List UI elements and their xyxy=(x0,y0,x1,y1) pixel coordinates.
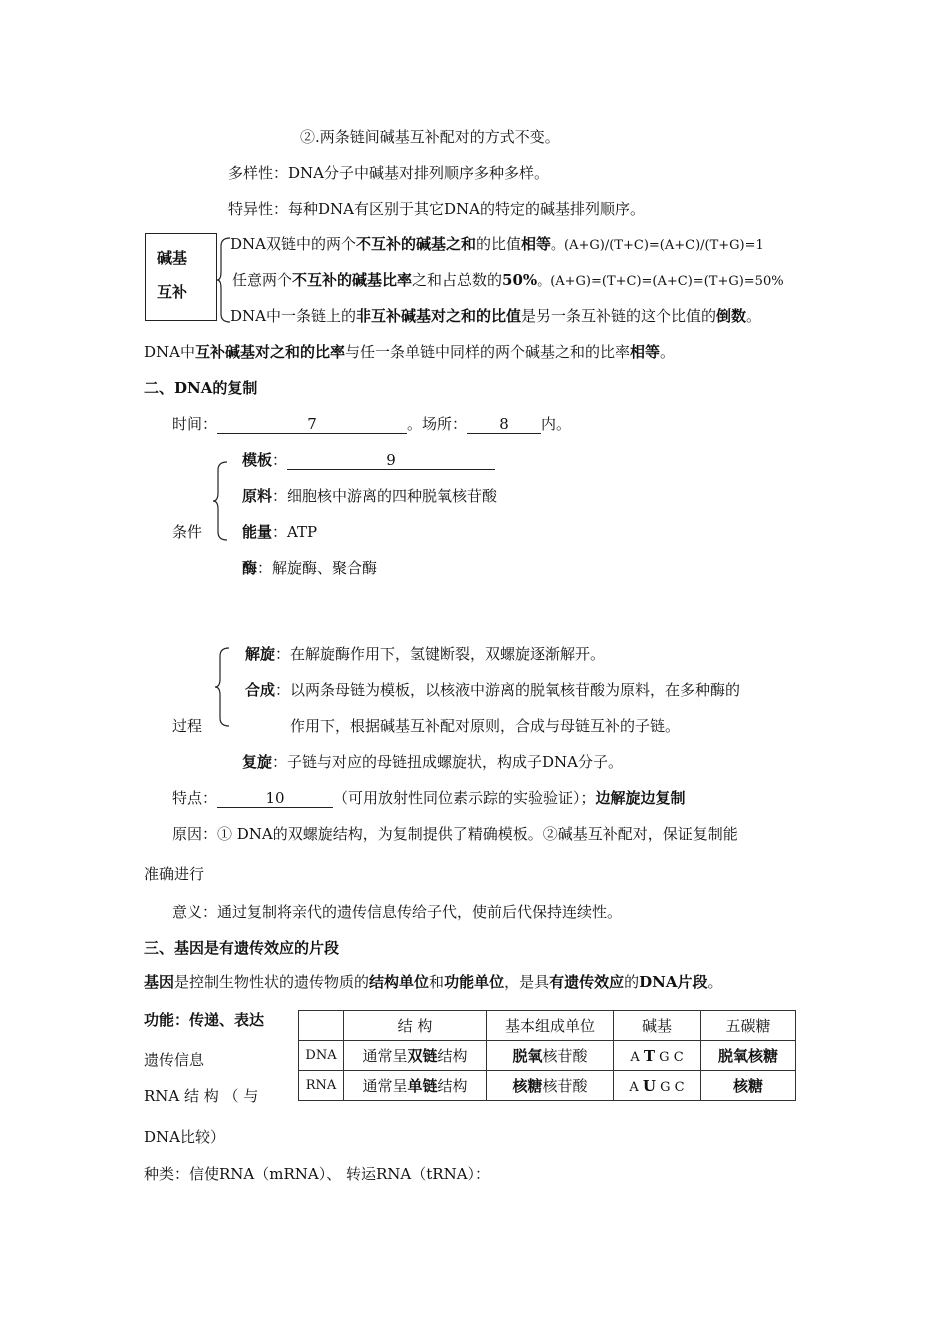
enzyme-label: 酶 xyxy=(242,559,258,577)
dna-sugar: 脱氧核糖 xyxy=(701,1041,796,1071)
header-unit: 基本组成单位 xyxy=(487,1011,614,1041)
table-header-row xyxy=(299,1011,796,1041)
rna-structure-2: DNA比较） xyxy=(144,1128,225,1146)
specificity-text: 每种DNA有区别于其它DNA的特定的碱基排列顺序。 xyxy=(288,200,645,218)
r1-a: DNA双链中的两个 xyxy=(230,235,356,253)
r1-b: 不互补的碱基之和 xyxy=(356,235,477,253)
diversity-line xyxy=(228,163,549,183)
r3-c: 是另一条互补链的这个比值的 xyxy=(521,307,717,325)
r1-c: 的比值 xyxy=(476,235,522,253)
def-g: 有遗传效应 xyxy=(549,973,625,991)
unwind-line xyxy=(245,644,605,664)
blank-8: 8 xyxy=(467,416,541,434)
r1-d: 相等 xyxy=(521,235,552,253)
r1-e: 。(A+G)/(T+C)=(A+C)/(T+G)=1 xyxy=(551,238,764,253)
def-i: DNA片段 xyxy=(639,973,708,991)
rna-types: 种类：信使RNA（mRNA）、 转运RNA（tRNA）： xyxy=(144,1165,491,1183)
process-brace xyxy=(214,646,230,728)
ratio-row-1 xyxy=(230,234,764,256)
rna-unit xyxy=(487,1071,614,1101)
rna-structure-1: RNA 结 构 （ 与 xyxy=(144,1087,259,1105)
reason-line-1: 原因：① DNA的双螺旋结构，为复制提供了精确模板。②碱基互补配对，保证复制能 xyxy=(172,825,738,843)
def-d: 和 xyxy=(429,973,445,991)
r3-e: 。 xyxy=(746,307,762,325)
conditions-brace xyxy=(212,460,228,542)
gene-definition xyxy=(144,972,723,992)
feature-bold: 边解旋边复制 xyxy=(595,789,686,807)
material-text: ：细胞核中游离的四种脱氧核苷酸 xyxy=(272,487,498,505)
energy-line xyxy=(242,522,317,542)
rna-structure xyxy=(344,1071,487,1101)
r2-d: 50% xyxy=(502,271,538,289)
def-b: 是控制生物性状的遗传物质的 xyxy=(174,973,370,991)
dna-unit xyxy=(487,1041,614,1071)
replication-heading: 二、DNA的复制 xyxy=(144,379,258,397)
reason-line-2: 准确进行 xyxy=(144,865,205,883)
enzyme-line xyxy=(242,558,377,578)
table-row xyxy=(299,1071,796,1101)
dna-bases xyxy=(614,1041,701,1071)
meaning-line: 意义：通过复制将亲代的遗传信息传给子代，使前后代保持连续性。 xyxy=(172,903,623,921)
r4-b: 互补碱基对之和的比率 xyxy=(194,343,345,361)
def-a: 基因 xyxy=(144,973,175,991)
template-label: 模板 xyxy=(242,451,273,469)
row-name-dna: DNA xyxy=(299,1041,344,1071)
r3-d: 倒数 xyxy=(716,307,747,325)
synthesis-text-1: ：以两条母链为模板，以核液中游离的脱氧核苷酸为原料，在多种酶的 xyxy=(275,681,741,699)
box-line2: 互补 xyxy=(157,283,188,301)
process-label: 过程 xyxy=(172,717,203,735)
rna-bases xyxy=(614,1071,701,1101)
energy-text: ：ATP xyxy=(272,523,318,541)
rewind-label: 复旋 xyxy=(242,753,273,771)
header-cell-empty xyxy=(299,1011,344,1041)
rna-base-c: G C xyxy=(656,1079,685,1095)
r4-d: 相等 xyxy=(630,343,661,361)
feature-note: （可用放射性同位素示踪的实验验证）； xyxy=(333,789,596,807)
gene-heading: 三、基因是有遗传效应的片段 xyxy=(144,939,340,957)
function-label: 功能：传递、表达 xyxy=(144,1011,265,1029)
feature-line xyxy=(172,788,686,808)
material-line xyxy=(242,486,497,506)
rna-unit-b: 核苷酸 xyxy=(542,1077,588,1095)
ratio-row-2 xyxy=(232,270,784,292)
rna-struct-b: 单链 xyxy=(407,1077,438,1095)
r4-a: DNA中 xyxy=(144,343,195,361)
blank-7: 7 xyxy=(217,416,407,434)
conditions-label: 条件 xyxy=(172,523,203,541)
ratio-row-4 xyxy=(144,342,675,362)
dna-rna-comparison-table xyxy=(298,1010,796,1101)
rewind-line xyxy=(242,752,623,772)
template-colon: ： xyxy=(272,451,288,469)
material-label: 原料 xyxy=(242,487,273,505)
time-place-line xyxy=(172,414,571,434)
line-strands-pairing: ②.两条链间碱基互补配对的方式不变。 xyxy=(300,128,560,146)
base-pairing-box xyxy=(145,233,217,321)
dna-structure xyxy=(344,1041,487,1071)
function-line-2: 遗传信息 xyxy=(144,1051,205,1069)
specificity-label: 特异性： xyxy=(228,200,289,218)
dna-base-c: G C xyxy=(655,1049,684,1065)
unwind-text: ：在解旋酶作用下，氢键断裂，双螺旋逐渐解开。 xyxy=(275,645,606,663)
blank-10: 10 xyxy=(217,790,333,808)
r2-e: 。(A+G)=(T+C)=(A+C)=(T+G)=50% xyxy=(537,274,784,289)
feature-label: 特点： xyxy=(172,789,218,807)
dna-struct-c: 结构 xyxy=(437,1047,468,1065)
template-line xyxy=(242,450,495,470)
synthesis-label: 合成 xyxy=(245,681,276,699)
specificity-line xyxy=(228,199,645,219)
dna-struct-b: 双链 xyxy=(407,1047,438,1065)
def-j: 。 xyxy=(707,973,723,991)
r2-a: 任意两个 xyxy=(232,271,293,289)
blank-9: 9 xyxy=(287,452,495,470)
enzyme-text: ：解旋酶、聚合酶 xyxy=(257,559,378,577)
def-h: 的 xyxy=(624,973,640,991)
rna-struct-c: 结构 xyxy=(437,1077,468,1095)
rna-base-b: U xyxy=(642,1076,656,1095)
dna-base-a: A xyxy=(630,1049,644,1065)
table-row xyxy=(299,1041,796,1071)
def-f: ，是具 xyxy=(504,973,550,991)
header-bases: 碱基 xyxy=(614,1011,701,1041)
r4-c: 与任一条单链中同样的两个碱基之和的比率 xyxy=(345,343,631,361)
r3-b: 非互补碱基对之和的比值 xyxy=(356,307,522,325)
rna-unit-a: 核糖 xyxy=(512,1077,543,1095)
place-label: 。场所： xyxy=(407,415,468,433)
def-e: 功能单位 xyxy=(444,973,505,991)
r4-e: 。 xyxy=(660,343,676,361)
rewind-text: ：子链与对应的母链扭成螺旋状，构成子DNA分子。 xyxy=(272,753,624,771)
synthesis-line xyxy=(245,680,740,700)
base-pairing-brace xyxy=(217,236,231,324)
r2-c: 之和占总数的 xyxy=(412,271,503,289)
energy-label: 能量 xyxy=(242,523,273,541)
rna-sugar: 核糖 xyxy=(701,1071,796,1101)
place-end: 内。 xyxy=(541,415,572,433)
def-c: 结构单位 xyxy=(369,973,430,991)
rna-struct-a: 通常呈 xyxy=(362,1077,408,1095)
diversity-label: 多样性： xyxy=(228,164,289,182)
rna-base-a: A xyxy=(629,1079,643,1095)
header-sugar: 五碳糖 xyxy=(701,1011,796,1041)
r2-b: 不互补的碱基比率 xyxy=(292,271,413,289)
time-label: 时间： xyxy=(172,415,218,433)
synthesis-text-2: 作用下，根据碱基互补配对原则，合成与母链互补的子链。 xyxy=(290,717,681,735)
dna-unit-b: 核苷酸 xyxy=(542,1047,588,1065)
ratio-row-3 xyxy=(230,306,761,326)
row-name-rna: RNA xyxy=(299,1071,344,1101)
r3-a: DNA中一条链上的 xyxy=(230,307,356,325)
unwind-label: 解旋 xyxy=(245,645,276,663)
header-structure: 结 构 xyxy=(344,1011,487,1041)
dna-unit-a: 脱氧 xyxy=(512,1047,543,1065)
dna-base-b: T xyxy=(643,1046,656,1065)
diversity-text: DNA分子中碱基对排列顺序多种多样。 xyxy=(288,164,550,182)
dna-struct-a: 通常呈 xyxy=(362,1047,408,1065)
box-line1: 碱基 xyxy=(157,249,188,267)
